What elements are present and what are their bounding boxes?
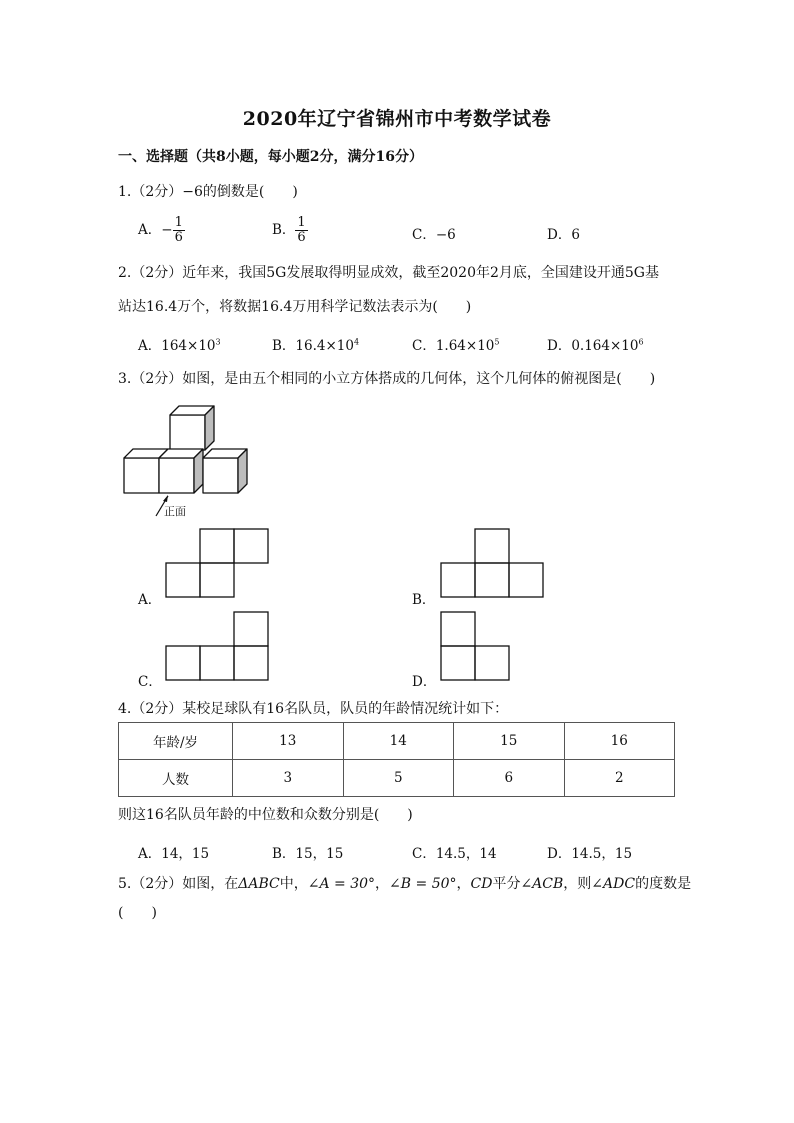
cube-right-front: [203, 458, 238, 493]
q1-stem: 1.（2分）−6的倒数是( ): [118, 184, 298, 200]
table-cell: 14: [343, 723, 454, 760]
q2-option-d: D．$0.164\times 10^6$: [547, 337, 644, 354]
q3-option-d-label: D．: [412, 674, 437, 690]
q3-option-b-diagram: [440, 528, 544, 598]
table-cell: 5: [343, 760, 454, 797]
cube-mid-front: [159, 458, 194, 493]
q4-age-table: [118, 722, 675, 797]
table-row: [119, 723, 675, 760]
q3-option-d-diagram: [440, 611, 510, 681]
q5-stem-line1: 5.（2分）如图，在ΔABC中，∠A = 30°，∠B = 50°，CD平分∠ACB，则∠ADC的度数是: [118, 876, 692, 892]
table-cell: 16: [564, 723, 675, 760]
q4-option-a: A．14，15: [138, 846, 210, 862]
q3-option-a-label: A．: [138, 592, 162, 608]
q4-option-b: B．15，15: [272, 846, 344, 862]
table-cell: 6: [454, 760, 565, 797]
table-header-age: 年龄/岁: [119, 723, 233, 760]
front-label: 正面: [164, 505, 186, 518]
cube-top-front: [170, 415, 205, 450]
q1-option-b: B． $\frac{1}{6}$: [272, 215, 306, 245]
q4-option-c: C．14.5，14: [412, 846, 497, 862]
front-arrow-head: [163, 495, 168, 502]
table-cell: 13: [233, 723, 344, 760]
table-cell: 3: [233, 760, 344, 797]
cube-left-front: [124, 458, 159, 493]
q4-option-d: D．14.5，15: [547, 846, 633, 862]
q3-option-c-label: C．: [138, 674, 162, 690]
q4-stem: 4.（2分）某校足球队有16名队员，队员的年龄情况统计如下：: [118, 701, 509, 717]
q1-b-fraction: $\frac{1}{6}$: [297, 215, 306, 245]
q2-option-b: B．$16.4\times 10^4$: [272, 337, 360, 354]
table-row: [119, 760, 675, 797]
q1-option-d: D．6: [547, 227, 580, 243]
q1-option-a: A．− $\frac{1}{6}$: [138, 215, 183, 245]
table-cell: 2: [564, 760, 675, 797]
table-cell: 15: [454, 723, 565, 760]
q2-option-a: A．$164\times 10^3$: [138, 337, 221, 354]
q2-stem-line2: 站达16.4万个，将数据16.4万用科学记数法表示为( ): [118, 299, 472, 315]
q4-question: 则这16名队员年龄的中位数和众数分别是( ): [118, 807, 413, 823]
q2-stem-line1: 2.（2分）近年来，我国5G发展取得明显成效，截至2020年2月底，全国建设开通5G基: [118, 265, 659, 281]
q1-option-c: C．−6: [412, 227, 456, 243]
q3-stem: 3.（2分）如图，是由五个相同的小立方体搭成的几何体，这个几何体的俯视图是( ): [118, 371, 656, 387]
q3-option-c-diagram: [165, 611, 269, 681]
q3-option-b-label: B．: [412, 592, 436, 608]
table-header-count: 人数: [119, 760, 233, 797]
q2-option-c: C．$1.64\times 10^5$: [412, 337, 500, 354]
q3-option-a-diagram: [165, 528, 269, 598]
q5-stem-line2: ( ): [118, 905, 157, 921]
q3-cube-figure: [118, 400, 258, 525]
section-heading: 一、选择题（共8小题，每小题2分，满分16分）: [118, 149, 423, 165]
q1-a-fraction: $\frac{1}{6}$: [174, 215, 183, 245]
page-title: 2020年辽宁省锦州市中考数学试卷: [242, 108, 552, 130]
